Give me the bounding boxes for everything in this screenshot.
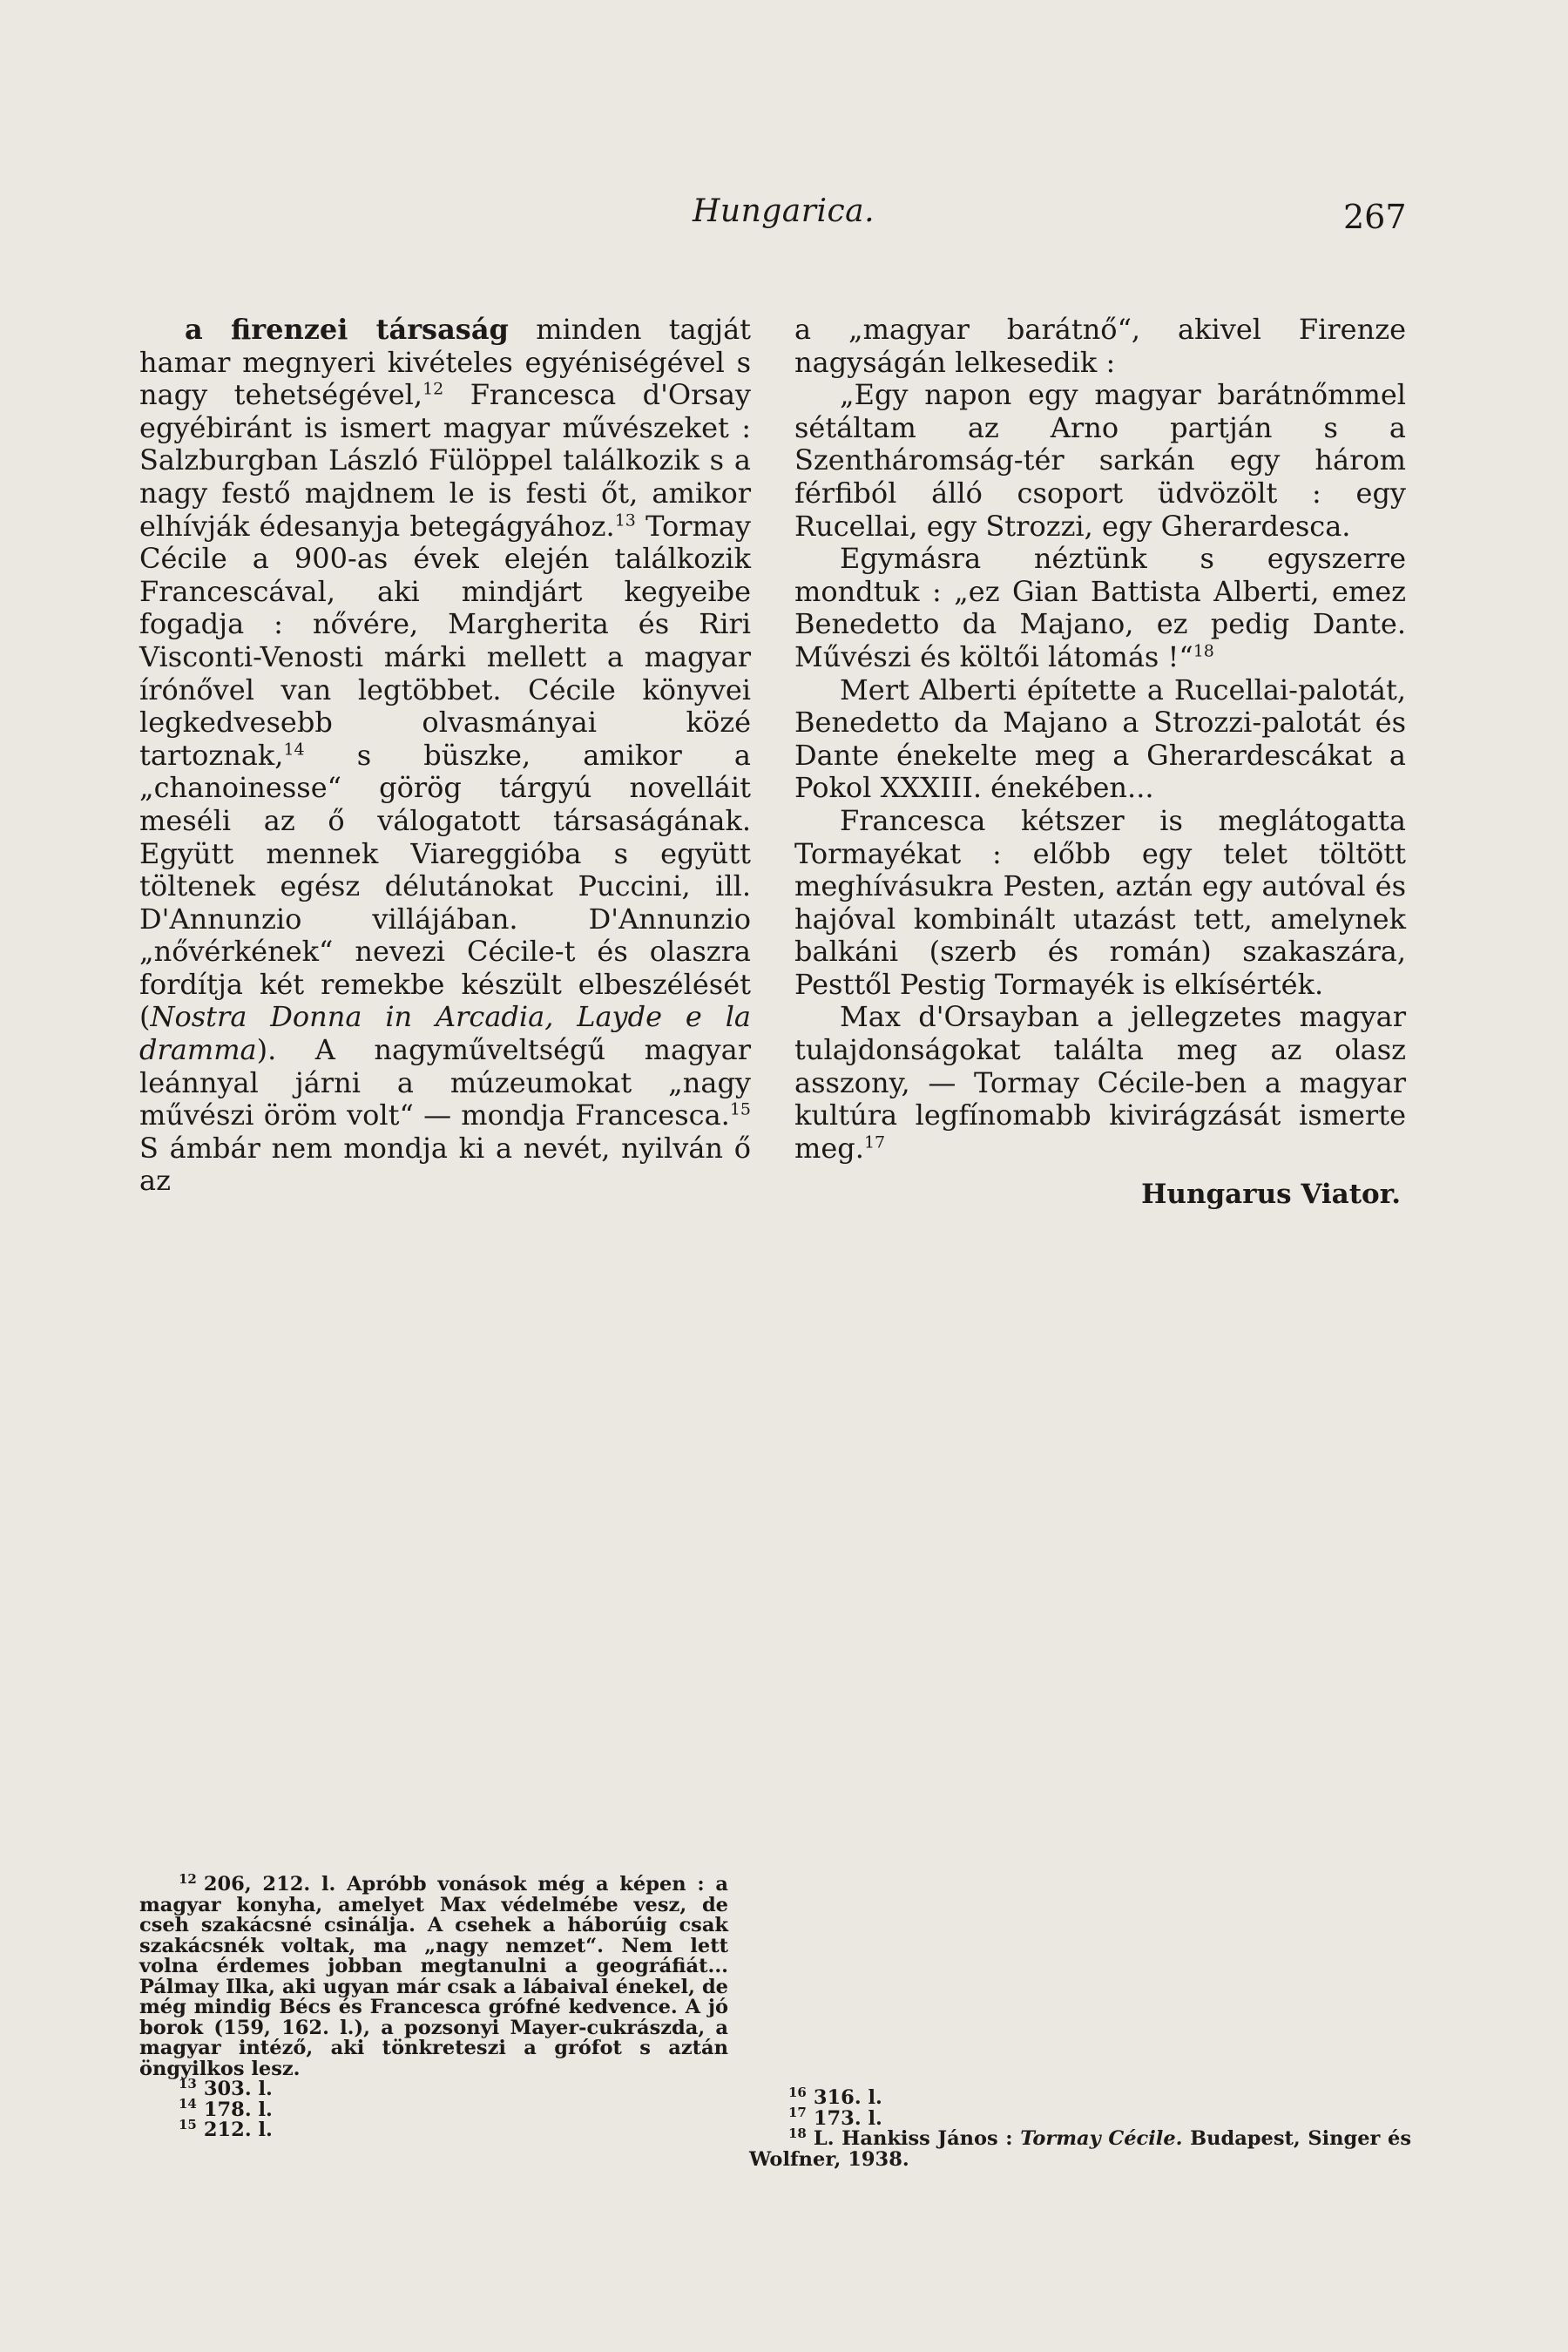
right-paragraph: Mert Alberti építette a Rucellai-palotát, Benedetto da Majano a Strozzi-palotát és Dante énekelte meg a Gherardescákat a Pokol XXXIII. énekében... [794, 672, 1406, 805]
footnote-ref-12: 12 [422, 379, 444, 399]
footnote-13: $^{13}$ 303. l. [179, 2075, 273, 2100]
left-text-column [139, 314, 751, 1198]
footnotes-left [139, 1870, 728, 2141]
footnote-18: $^{18}$ L. Hankiss János : Tormay Cécile. Budapest, Singer és Wolfner, 1938. [749, 2125, 1411, 2171]
footnote-15: $^{15}$ 212. l. [179, 2116, 273, 2141]
left-paragraph: a firenzei társaság minden tagját hamar megnyeri kivételes egyéniségével s nagy tehetségével,$^{12}$ Francesca d'Orsay egyébiránt is ismert magyar művészeket : Salzburgban László Fülöppel találkozik s a nagy festő majdnem le is festi őt, amikor elhívják édesanyja betegágyához.$^{13}$ Tormay Cécile a 900-as évek elején találkozik Francescával, aki mindjárt kegyeibe fogadja : nővére, Margherita és Riri Visconti-Venosti márki mellett a magyar írónővel van legtöbbet. Cécile könyvei legkedvesebb olvasmányai közé tartoznak,$^{14}$ s büszke, amikor a „chanoinesse“ görög tárgyú novelláit meséli az ő válogatott társaságának. Együtt mennek Viareggióba s együtt töltenek egész délutánokat Puccini, ill. D'Annunzio villájában. D'Annunzio „nővérkének“ nevezi Cécile-t és olaszra fordítja két remekbe készült elbeszélését (Nostra Donna in Arcadia, Layde e la dramma). A nagyműveltségű magyar leánnyal járni a múzeumokat „nagy művészi öröm volt“ — mondja Francesca.$^{15}$ S ámbár nem mondja ki a nevét, nyilván ő az [139, 313, 752, 1198]
work-title: Nostra Donna in Arcadia, Layde e la dramma [139, 1000, 751, 1067]
lead-in-text: a firenzei társaság [185, 313, 509, 346]
footnote-ref-13: 13 [614, 510, 636, 530]
right-text-column [794, 314, 1406, 1212]
right-paragraph: Egymásra néztünk s egyszerre mondtuk : „ez Gian Battista Alberti, emez Benedetto da Majano, ez pedig Dante. Művészi és költői látomás !“$^{18}$ [794, 542, 1406, 673]
footnote-14: $^{14}$ 178. l. [179, 2096, 273, 2121]
right-paragraph: a „magyar barátnő“, akivel Firenze nagyságán lelkesedik : [794, 313, 1406, 379]
running-head: Hungarica. [693, 193, 875, 229]
cited-book-title: Tormay Cécile. [1020, 2127, 1183, 2150]
right-paragraph: Max d'Orsayban a jellegzetes magyar tulajdonságokat találta meg az olasz asszony, — Tormay Cécile-ben a magyar kultúra legfínomabb kivirágzását ismerte meg.$^{17}$ [794, 1000, 1406, 1165]
right-paragraph: „Egy napon egy magyar barátnőmmel sétáltam az Arno partján s a Szentháromság-tér sarkán egy három férfiból álló csoport üdvözölt : egy Rucellai, egy Strozzi, egy Gherardesca. [794, 378, 1406, 543]
right-paragraph: Francesca kétszer is meglátogatta Tormayékat : előbb egy telet töltött meghívásukra Pesten, aztán egy autóval és hajóval kombinált utazást tett, amelynek balkáni (szerb és román) szakaszára, Pesttől Pestig Tormayék is elkísérték. [794, 803, 1406, 1001]
footnote-ref-14: 14 [283, 740, 305, 760]
footnote-17: $^{17}$ 173. l. [788, 2105, 882, 2130]
footnote-ref-15: 15 [729, 1099, 751, 1119]
footnote-16: $^{16}$ 316. l. [788, 2084, 882, 2109]
page-number: 267 [1343, 198, 1407, 236]
footnote-ref-18: 18 [1193, 641, 1214, 661]
footnotes-right [749, 2084, 1411, 2171]
footnote-ref-17: 17 [863, 1132, 886, 1152]
footnote-12: $^{12}$ 206, 212. l. Apróbb vonások még a képen : a magyar konyha, amelyet Max védelmébe vesz, de cseh szakácsné csinálja. A csehek a háborúig csak szakácsnék voltak, ma „nagy nemzet“. Nem lett volna érdemes jobban megtanulni a geográfiát... Pálmay Ilka, aki ugyan már csak a lábaival énekel, de még mindig Bécs és Francesca grófné kedvence. A jó borok (159, 162. l.), a pozsonyi Mayer-cukrászda, a magyar intéző, aki tönkreteszi a grófot s aztán öngyilkos lesz. [139, 1870, 728, 2080]
author-signature: Hungarus Viator. [1141, 1179, 1401, 1211]
